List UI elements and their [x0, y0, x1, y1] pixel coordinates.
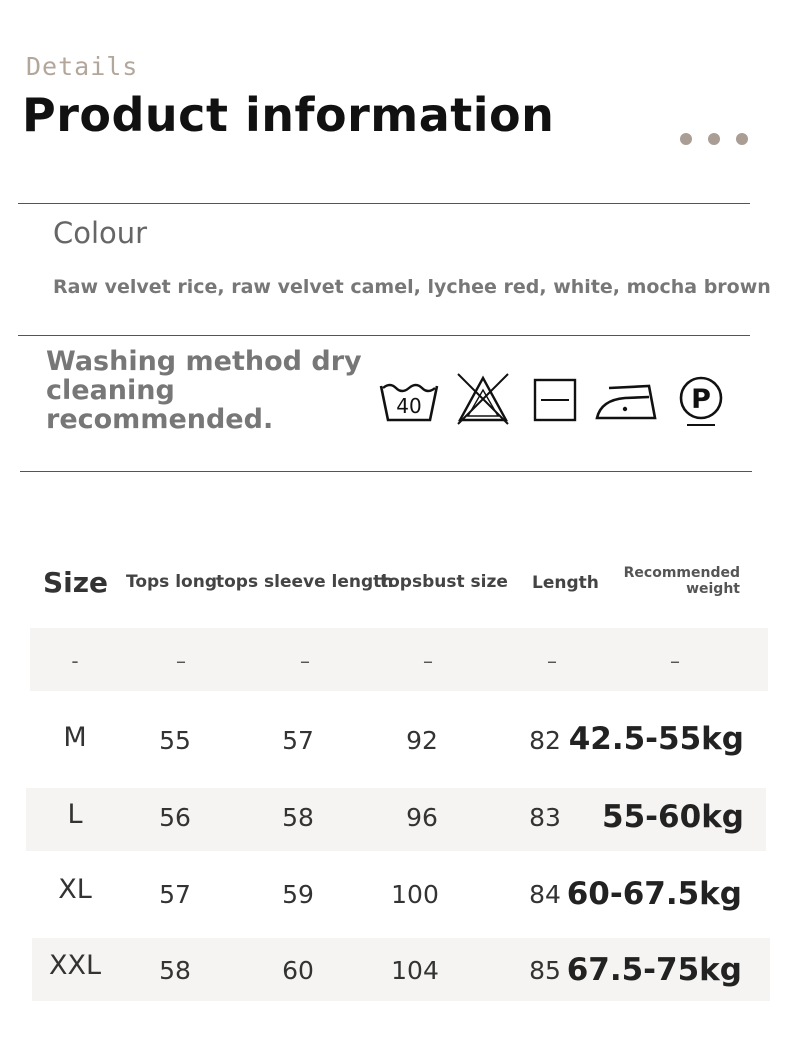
dot: [680, 133, 692, 145]
table-cell: -: [71, 649, 79, 673]
table-cell: –: [176, 649, 186, 673]
bust-cell: 96: [406, 803, 438, 832]
weight-cell: 67.5-75kg: [566, 952, 742, 988]
weight-cell: 42.5-55kg: [568, 721, 744, 757]
page-title: Product information: [22, 88, 555, 142]
dot: [736, 133, 748, 145]
sleeve-cell: 59: [282, 880, 314, 909]
sleeve-cell: 58: [282, 803, 314, 832]
rec-weight-line-1: Recommended: [623, 565, 740, 581]
weight-cell: 55-60kg: [602, 799, 744, 835]
length-cell: 82: [529, 726, 561, 755]
washing-method-text: [46, 347, 366, 434]
length-cell: 83: [529, 803, 561, 832]
size-column-header: Size: [43, 566, 109, 599]
svg-text:P: P: [691, 384, 711, 415]
more-dots-icon: [680, 133, 748, 145]
dry-clean-p-icon: [677, 375, 725, 429]
length-header: Length: [532, 573, 599, 593]
size-cell: XL: [58, 874, 92, 905]
size-cell: XXL: [48, 950, 102, 981]
tops-long-cell: 56: [159, 803, 191, 832]
tops-long-header: Tops long: [126, 572, 218, 592]
dot: [708, 133, 720, 145]
washing-line-3: recommended.: [46, 404, 274, 435]
wash-40-icon: [378, 378, 440, 424]
divider: [18, 335, 750, 336]
table-cell: –: [670, 649, 680, 673]
washing-line-2: cleaning: [46, 375, 175, 406]
tops-long-cell: 57: [159, 880, 191, 909]
sleeve-length-header: tops sleeve length: [216, 572, 394, 592]
length-cell: 85: [529, 956, 561, 985]
bust-size-header: topsbust size: [380, 572, 508, 592]
recommended-weight-header: [612, 565, 740, 597]
divider: [20, 471, 752, 472]
weight-cell: 60-67.5kg: [566, 876, 742, 912]
sleeve-cell: 60: [282, 956, 314, 985]
tops-long-cell: 55: [159, 726, 191, 755]
details-eyebrow: Details: [26, 52, 139, 81]
do-not-bleach-icon: [454, 372, 512, 428]
colour-heading: Colour: [53, 216, 148, 250]
bust-cell: 104: [391, 956, 439, 985]
table-cell: –: [423, 649, 433, 673]
wash-temperature: 40: [396, 394, 422, 418]
sleeve-cell: 57: [282, 726, 314, 755]
bust-cell: 100: [391, 880, 439, 909]
rec-weight-line-2: weight: [686, 581, 740, 597]
table-cell: –: [300, 649, 310, 673]
size-cell: L: [67, 799, 83, 830]
table-cell: –: [547, 649, 557, 673]
divider: [18, 203, 750, 204]
colour-list: Raw velvet rice, raw velvet camel, lychee red, white, mocha brown: [53, 276, 771, 298]
bust-cell: 92: [406, 726, 438, 755]
washing-line-1: Washing method dry: [46, 346, 362, 377]
dry-flat-icon: [533, 378, 577, 422]
iron-low-icon: [595, 380, 659, 422]
length-cell: 84: [529, 880, 561, 909]
tops-long-cell: 58: [159, 956, 191, 985]
size-cell: M: [63, 722, 87, 753]
